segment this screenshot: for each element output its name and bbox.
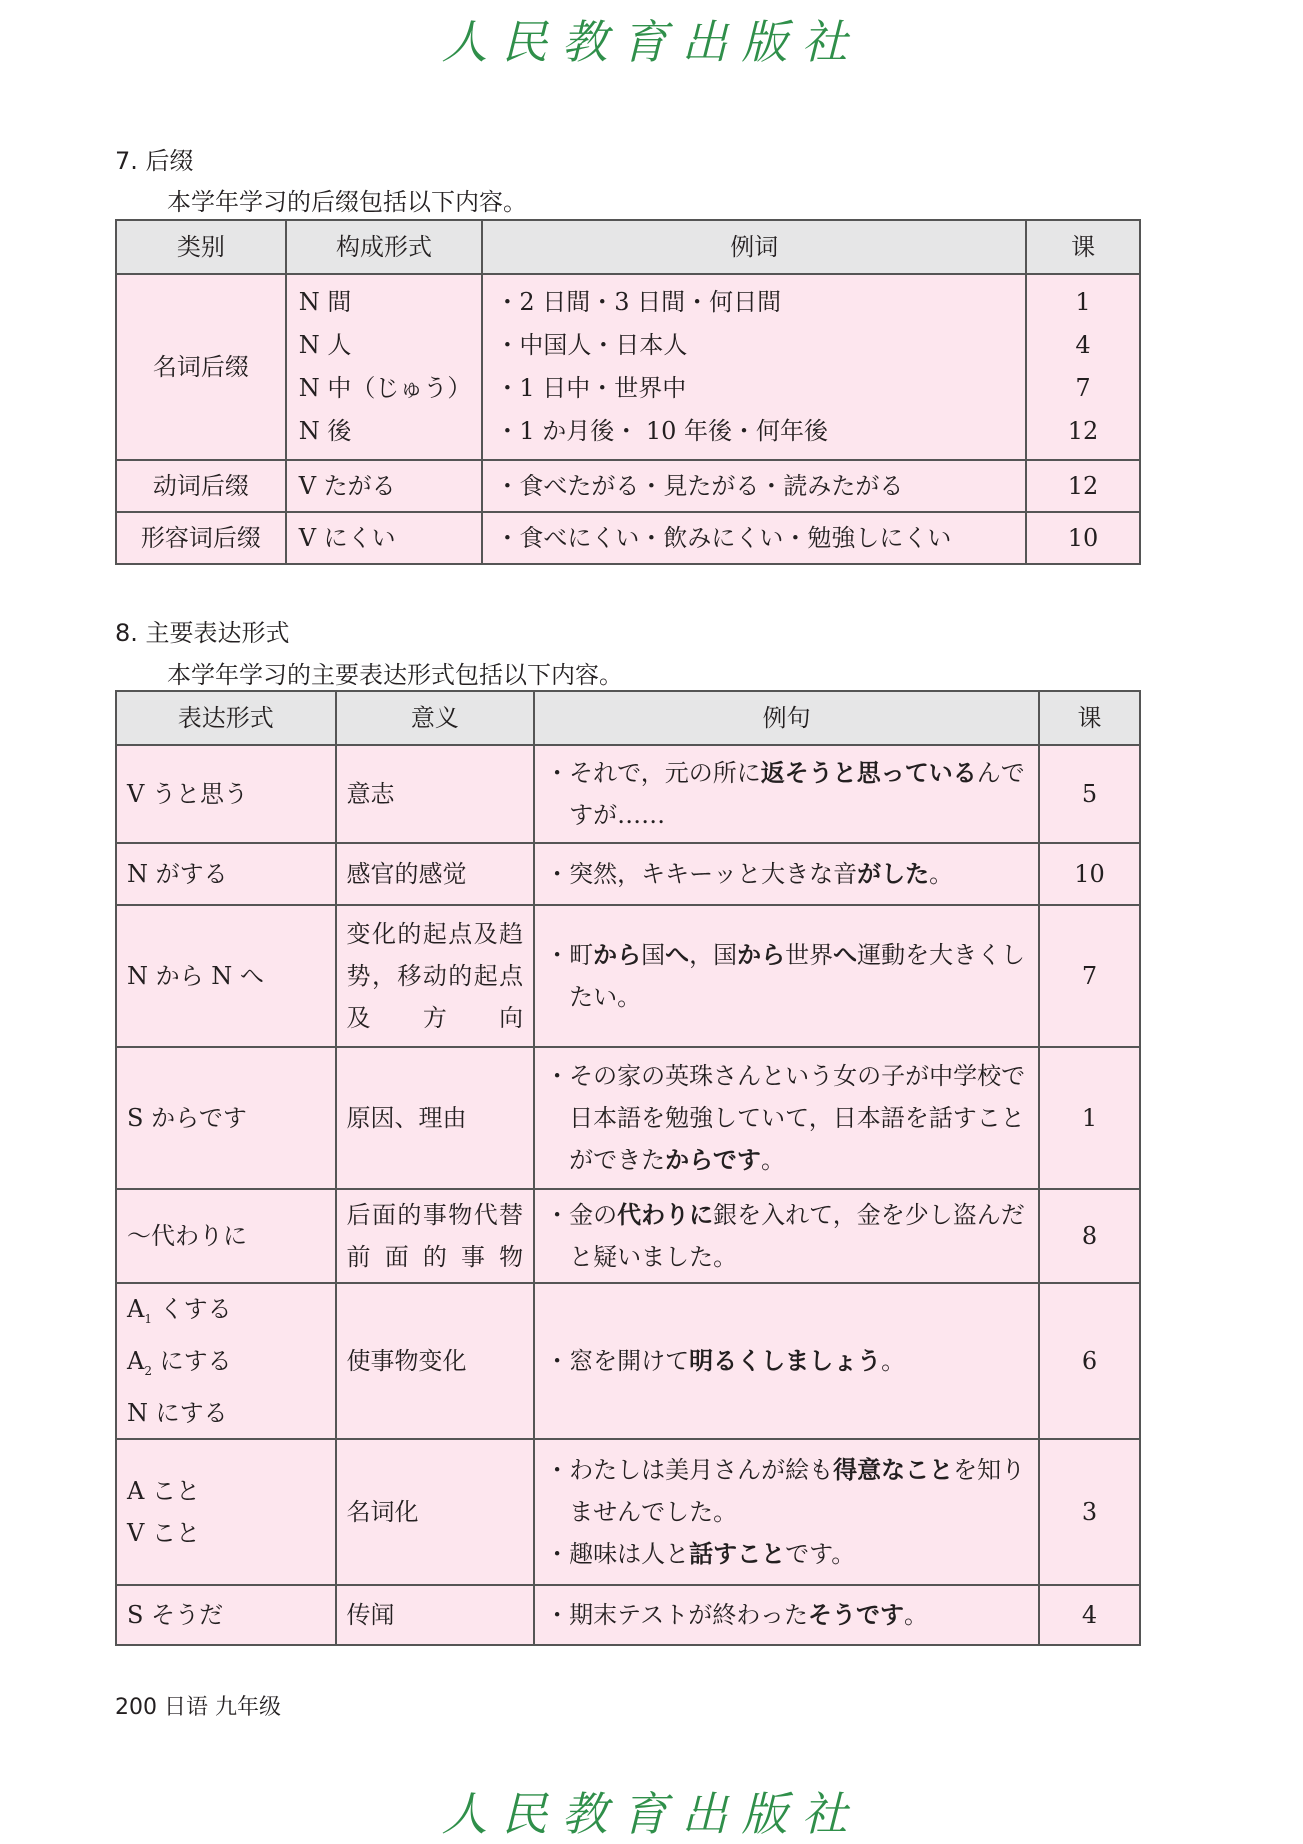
expression-meaning: 意志	[336, 745, 535, 843]
example-text: ・期末テストが終わった	[545, 1600, 808, 1629]
example-text: を知りませんでした。	[569, 1455, 1026, 1526]
table-row	[116, 1439, 1140, 1585]
expression-meaning: 传闻	[336, 1585, 535, 1645]
table-row	[116, 905, 1140, 1047]
expression-example	[534, 1189, 1039, 1283]
expression-lesson: 8	[1039, 1189, 1140, 1283]
example-highlight: 話すこと	[689, 1539, 786, 1568]
example-highlight: からです	[665, 1146, 761, 1174]
expression-example	[534, 1047, 1039, 1189]
example-highlight: 返そうと思っている	[760, 759, 977, 787]
expression-lesson: 4	[1039, 1585, 1140, 1645]
example-text: 銀を入れて，金を少し盗んだと疑いました。	[569, 1201, 1025, 1271]
page-number: 200	[115, 1695, 157, 1720]
expression-example	[534, 1439, 1039, 1585]
example-highlight: 明るくしましょう	[689, 1346, 882, 1375]
example-text: んですが……	[569, 759, 1025, 829]
table-row	[116, 1585, 1140, 1645]
expression-table	[115, 690, 1141, 1646]
suffix-example: ・食べたがる・見たがる・読みたがる	[482, 460, 1026, 512]
example-text: 世界	[785, 941, 834, 969]
example-highlight: へ	[833, 941, 858, 969]
example-sentence	[545, 934, 1028, 1018]
expression-form: S そうだ	[116, 1585, 336, 1645]
form-text: にする	[151, 1346, 232, 1375]
expression-meaning: 名词化	[336, 1439, 535, 1585]
header-expression: 表达形式	[116, 691, 336, 745]
header-category: 类别	[116, 220, 286, 274]
form-text: A	[127, 1346, 145, 1375]
expression-lesson: 7	[1039, 905, 1140, 1047]
expression-form	[116, 1283, 336, 1439]
expression-example	[534, 905, 1039, 1047]
table-row	[116, 745, 1140, 843]
example-text: ・その家の英珠さんという女の子が中学校で日本語を勉強していて，日本語を話すことができた	[545, 1062, 1026, 1174]
expression-form: 〜代わりに	[116, 1189, 336, 1283]
page-footer	[115, 1690, 281, 1721]
example-sentence	[545, 1194, 1028, 1278]
expression-example	[534, 843, 1039, 905]
expression-meaning: 后面的事物代替前面的事物	[336, 1189, 535, 1283]
suffix-category: 形容词后缀	[116, 512, 286, 564]
suffix-category: 名词后缀	[116, 274, 286, 460]
form-line	[127, 1392, 325, 1434]
example-text: ・町	[545, 941, 594, 969]
header-meaning: 意义	[336, 691, 535, 745]
suffix-example: ・1 日中・世界中	[495, 374, 687, 402]
example-highlight: 代わりに	[617, 1201, 714, 1229]
example-text: 。	[881, 1346, 906, 1375]
example-sentence	[545, 752, 1028, 836]
table-row	[116, 460, 1140, 512]
suffix-form: V にくい	[286, 512, 483, 564]
expression-lesson: 10	[1039, 843, 1140, 905]
example-sentence	[545, 1340, 1028, 1382]
expression-lesson: 3	[1039, 1439, 1140, 1585]
form-text: N にする	[127, 1398, 228, 1427]
suffix-example: ・2 日間・3 日間・何日間	[495, 288, 782, 316]
form-subscript: 2	[144, 1363, 152, 1378]
form-subscript: 1	[144, 1311, 152, 1326]
suffix-form: N 間	[298, 288, 352, 316]
example-sentence	[545, 1533, 1028, 1575]
expression-lesson: 5	[1039, 745, 1140, 843]
table-row	[116, 274, 1140, 460]
example-sentence	[545, 1594, 1028, 1636]
example-text: 。	[760, 1146, 785, 1174]
example-sentence	[545, 853, 1028, 895]
expression-meaning: 使事物变化	[336, 1283, 535, 1439]
expression-lesson: 1	[1039, 1047, 1140, 1189]
table-row	[116, 1189, 1140, 1283]
example-text: ・窓を開けて	[545, 1346, 690, 1375]
suffix-form: N 後	[298, 417, 352, 445]
expression-meaning: 感官的感觉	[336, 843, 535, 905]
expression-form: S からです	[116, 1047, 336, 1189]
header-lesson: 课	[1039, 691, 1140, 745]
publisher-logo-top: 人民教育出版社	[441, 15, 862, 69]
suffix-example: ・1 か月後・ 10 年後・何年後	[495, 417, 829, 445]
form-line: V こと	[127, 1518, 200, 1547]
expression-form	[116, 1439, 336, 1585]
section-7-title: 7. 后缀	[115, 147, 194, 175]
example-text: 国	[641, 941, 666, 969]
example-text: です。	[785, 1539, 856, 1568]
example-text: ・わたしは美月さんが絵も	[545, 1455, 834, 1484]
suffix-lesson: 7	[1075, 374, 1091, 402]
table-row	[116, 512, 1140, 564]
suffix-example: ・中国人・日本人	[495, 331, 688, 359]
form-line: A こと	[127, 1476, 200, 1505]
suffix-lesson: 1	[1075, 288, 1091, 316]
expression-table-header	[116, 691, 1140, 745]
section-7-intro: 本学年学习的后缀包括以下内容。	[167, 188, 527, 216]
suffix-form: N 人	[298, 331, 352, 359]
expression-form: V うと思う	[116, 745, 336, 843]
expression-example	[534, 1283, 1039, 1439]
expression-meaning: 原因、理由	[336, 1047, 535, 1189]
example-text: 。	[903, 1600, 928, 1629]
suffix-form: V たがる	[286, 460, 483, 512]
suffix-lesson: 10	[1026, 512, 1140, 564]
header-example-sentence: 例句	[534, 691, 1039, 745]
suffix-example: ・食べにくい・飲みにくい・勉強しにくい	[482, 512, 1026, 564]
suffix-lesson: 4	[1075, 331, 1091, 359]
section-8-title: 8. 主要表达形式	[115, 619, 290, 647]
example-text: 運動を大きくしたい。	[569, 941, 1026, 1011]
example-highlight: から	[737, 941, 786, 969]
form-text: くする	[151, 1295, 232, 1323]
header-lesson: 课	[1026, 220, 1140, 274]
section-8-intro: 本学年学习的主要表达形式包括以下内容。	[167, 661, 623, 689]
suffix-examples	[482, 274, 1026, 460]
suffix-table	[115, 219, 1141, 565]
expression-lesson: 6	[1039, 1283, 1140, 1439]
example-sentence	[545, 1055, 1028, 1181]
example-highlight: がした	[857, 860, 930, 888]
table-row	[116, 1047, 1140, 1189]
expression-example	[534, 745, 1039, 843]
table-row	[116, 1283, 1140, 1439]
header-form: 构成形式	[286, 220, 483, 274]
example-text: 。	[929, 860, 954, 888]
suffix-table-header	[116, 220, 1140, 274]
example-text: ・趣味は人と	[545, 1539, 690, 1568]
example-text: ・金の	[545, 1201, 618, 1229]
example-highlight: そうです	[807, 1600, 904, 1629]
example-sentence	[545, 1449, 1028, 1533]
suffix-lessons	[1026, 274, 1140, 460]
table-row	[116, 843, 1140, 905]
header-examples: 例词	[482, 220, 1026, 274]
example-highlight: 得意なこと	[833, 1455, 954, 1484]
expression-form: N がする	[116, 843, 336, 905]
form-line	[127, 1340, 325, 1392]
form-text: A	[127, 1295, 145, 1323]
expression-meaning: 变化的起点及趋势，移动的起点及方向	[336, 905, 535, 1047]
suffix-category: 动词后缀	[116, 460, 286, 512]
example-text: ・突然，キキーッと大きな音	[545, 860, 858, 888]
example-highlight: へ	[665, 941, 690, 969]
suffix-forms	[286, 274, 483, 460]
expression-form: N から N へ	[116, 905, 336, 1047]
example-highlight: から	[593, 941, 642, 969]
suffix-lesson: 12	[1026, 460, 1140, 512]
book-title: 日语 九年级	[164, 1695, 281, 1720]
example-text: ，国	[689, 941, 738, 969]
example-text: ・それで，元の所に	[545, 759, 761, 787]
suffix-form: N 中（じゅう）	[298, 374, 472, 402]
expression-example	[534, 1585, 1039, 1645]
form-line	[127, 1288, 325, 1340]
suffix-lesson: 12	[1067, 417, 1099, 445]
publisher-logo-bottom: 人民教育出版社	[441, 1787, 862, 1841]
